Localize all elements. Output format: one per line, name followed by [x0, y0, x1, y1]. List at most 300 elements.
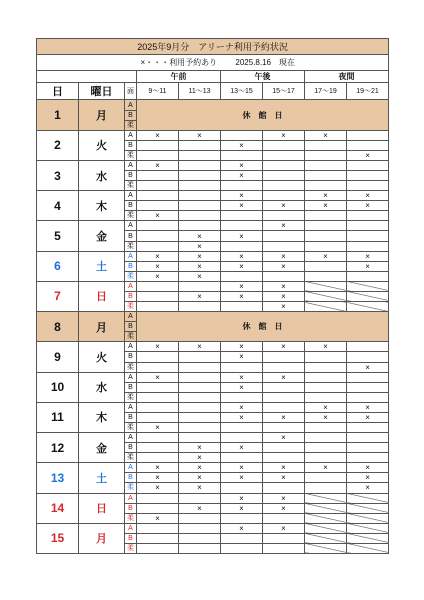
- slot-cell: ×: [179, 453, 221, 463]
- weekday: 月: [79, 312, 125, 342]
- slot-cell: ×: [221, 412, 263, 422]
- slot-cell: [347, 231, 389, 241]
- facility-label: A: [125, 160, 137, 170]
- facility-label: A: [125, 463, 137, 473]
- slot-cell: [347, 211, 389, 221]
- slot-cell: [305, 231, 347, 241]
- slot-cell: [179, 201, 221, 211]
- slot-cell: ×: [221, 402, 263, 412]
- reservation-table: [36, 38, 389, 554]
- slot-cell: [137, 140, 179, 150]
- weekday: 木: [79, 191, 125, 221]
- slot-cell: ×: [263, 302, 305, 312]
- slot-cell: [305, 352, 347, 362]
- slot-cell: [221, 433, 263, 443]
- slot-cell: ×: [263, 433, 305, 443]
- slot-cell: ×: [221, 493, 263, 503]
- slot-cell: [179, 402, 221, 412]
- slot-cell: [347, 221, 389, 231]
- slot-cell: [179, 372, 221, 382]
- slot-cell: [263, 140, 305, 150]
- facility-label: B: [125, 231, 137, 241]
- slot-header: 11〜13: [179, 83, 221, 100]
- weekday: 水: [79, 372, 125, 402]
- slot-cell: [221, 422, 263, 432]
- slot-cell: [263, 483, 305, 493]
- day-number: 15: [37, 523, 79, 553]
- facility-label: 柔: [125, 422, 137, 432]
- slot-cell: [347, 130, 389, 140]
- facility-label: A: [125, 493, 137, 503]
- day-row: [37, 281, 389, 291]
- slot-cell: ×: [179, 291, 221, 301]
- closed-day: 休 館 日: [137, 312, 389, 342]
- slot-cell: ×: [179, 271, 221, 281]
- slot-cell: ×: [221, 251, 263, 261]
- day-row: [37, 221, 389, 231]
- slot-cell: ×: [263, 493, 305, 503]
- slot-cell: [221, 211, 263, 221]
- day-number: 2: [37, 130, 79, 160]
- slot-cell: [263, 181, 305, 191]
- slot-cell: [221, 453, 263, 463]
- day-row: [37, 342, 389, 352]
- slot-cell: [137, 302, 179, 312]
- slot-cell: [263, 150, 305, 160]
- slot-cell: ×: [221, 140, 263, 150]
- slot-cell: [305, 150, 347, 160]
- slot-cell: [263, 271, 305, 281]
- slot-cell: [263, 191, 305, 201]
- slot-cell: [305, 211, 347, 221]
- slot-cell: [305, 443, 347, 453]
- weekday: 水: [79, 160, 125, 190]
- facility-label: 柔: [125, 302, 137, 312]
- slot-cell: ×: [179, 241, 221, 251]
- slot-cell: [179, 513, 221, 523]
- slot-cell: ×: [221, 261, 263, 271]
- slot-cell: [305, 372, 347, 382]
- slot-cell: ×: [263, 221, 305, 231]
- day-row: [37, 251, 389, 261]
- band-afternoon: 午後: [221, 71, 305, 83]
- slot-cell: [263, 231, 305, 241]
- slot-cell: [137, 433, 179, 443]
- slot-cell: [137, 362, 179, 372]
- facility-label: A: [125, 100, 137, 110]
- facility-label: B: [125, 291, 137, 301]
- slot-cell: [347, 271, 389, 281]
- slot-cell: [263, 352, 305, 362]
- slot-cell: [263, 513, 305, 523]
- slot-cell: ×: [263, 281, 305, 291]
- day-row: [37, 433, 389, 443]
- slot-cell: ×: [137, 271, 179, 281]
- slot-cell: [347, 342, 389, 352]
- reservation-sheet: [36, 38, 388, 554]
- facility-label: B: [125, 533, 137, 543]
- facility-label: A: [125, 312, 137, 322]
- slot-header: 17〜19: [305, 83, 347, 100]
- slot-cell: [347, 171, 389, 181]
- facility-label: A: [125, 130, 137, 140]
- slot-cell: [347, 533, 389, 543]
- facility-label: 柔: [125, 150, 137, 160]
- slot-cell: [137, 382, 179, 392]
- slot-cell: ×: [137, 211, 179, 221]
- facility-label: 柔: [125, 543, 137, 553]
- slot-cell: [137, 443, 179, 453]
- slot-cell: [347, 281, 389, 291]
- facility-label: 柔: [125, 513, 137, 523]
- day-number: 5: [37, 221, 79, 251]
- slot-cell: [179, 422, 221, 432]
- weekday: 日: [79, 281, 125, 311]
- slot-cell: [347, 513, 389, 523]
- slot-cell: [179, 533, 221, 543]
- slot-cell: [179, 302, 221, 312]
- slot-cell: [137, 231, 179, 241]
- slot-cell: [137, 493, 179, 503]
- facility-label: A: [125, 523, 137, 533]
- slot-cell: [221, 150, 263, 160]
- slot-cell: ×: [137, 473, 179, 483]
- slot-cell: ×: [263, 412, 305, 422]
- slot-cell: ×: [263, 523, 305, 533]
- slot-cell: ×: [179, 342, 221, 352]
- slot-cell: [305, 291, 347, 301]
- slot-cell: [263, 543, 305, 553]
- facility-label: B: [125, 412, 137, 422]
- day-number: 13: [37, 463, 79, 493]
- slot-cell: [347, 181, 389, 191]
- facility-label: A: [125, 372, 137, 382]
- facility-label: 柔: [125, 271, 137, 281]
- slot-cell: ×: [263, 291, 305, 301]
- slot-cell: ×: [263, 201, 305, 211]
- slot-cell: [137, 291, 179, 301]
- closed-day: 休 館 日: [137, 100, 389, 130]
- slot-cell: ×: [305, 402, 347, 412]
- facility-label: 柔: [125, 120, 137, 130]
- slot-cell: ×: [347, 483, 389, 493]
- facility-label: A: [125, 221, 137, 231]
- slot-cell: [305, 261, 347, 271]
- facility-label: A: [125, 191, 137, 201]
- day-number: 9: [37, 342, 79, 372]
- slot-cell: [221, 130, 263, 140]
- slot-cell: ×: [347, 412, 389, 422]
- day-row: [37, 160, 389, 170]
- slot-cell: [221, 483, 263, 493]
- slot-cell: [305, 493, 347, 503]
- slot-cell: [179, 171, 221, 181]
- facility-label: B: [125, 352, 137, 362]
- slot-cell: [347, 372, 389, 382]
- slot-header: 13〜15: [221, 83, 263, 100]
- slot-cell: [305, 503, 347, 513]
- slot-cell: [305, 221, 347, 231]
- slot-cell: [179, 382, 221, 392]
- slot-cell: ×: [347, 362, 389, 372]
- day-number: 12: [37, 433, 79, 463]
- slot-cell: ×: [221, 160, 263, 170]
- slot-cell: [347, 493, 389, 503]
- slot-cell: [137, 150, 179, 160]
- slot-cell: [263, 160, 305, 170]
- slot-cell: [305, 241, 347, 251]
- slot-cell: [305, 362, 347, 372]
- slot-cell: [221, 362, 263, 372]
- slot-cell: ×: [305, 251, 347, 261]
- facility-label: 柔: [125, 483, 137, 493]
- slot-cell: [305, 543, 347, 553]
- facility-label: 柔: [125, 392, 137, 402]
- slot-cell: [305, 483, 347, 493]
- slot-cell: ×: [179, 503, 221, 513]
- slot-cell: [179, 392, 221, 402]
- day-number: 11: [37, 402, 79, 432]
- day-number: 7: [37, 281, 79, 311]
- legend-symbol: ×・・・利用予約あり: [140, 58, 218, 68]
- slot-cell: [137, 523, 179, 533]
- slot-cell: [221, 271, 263, 281]
- slot-cell: [137, 241, 179, 251]
- slot-cell: [305, 140, 347, 150]
- facility-label: 柔: [125, 241, 137, 251]
- slot-cell: [263, 382, 305, 392]
- slot-cell: ×: [221, 291, 263, 301]
- slot-cell: [305, 513, 347, 523]
- slot-cell: [263, 453, 305, 463]
- slot-cell: ×: [137, 483, 179, 493]
- slot-cell: [179, 433, 221, 443]
- slot-cell: [347, 523, 389, 533]
- slot-cell: [221, 241, 263, 251]
- slot-cell: ×: [179, 251, 221, 261]
- slot-cell: ×: [263, 251, 305, 261]
- weekday: 火: [79, 130, 125, 160]
- slot-cell: ×: [263, 130, 305, 140]
- slot-cell: ×: [137, 372, 179, 382]
- slot-cell: ×: [179, 473, 221, 483]
- slot-cell: [305, 281, 347, 291]
- facility-label: A: [125, 342, 137, 352]
- day-row: [37, 523, 389, 533]
- day-row: [37, 312, 389, 322]
- slot-cell: [137, 503, 179, 513]
- slot-cell: [305, 392, 347, 402]
- slot-cell: [305, 271, 347, 281]
- slot-cell: ×: [221, 463, 263, 473]
- slot-header: 19〜21: [347, 83, 389, 100]
- slot-cell: ×: [347, 473, 389, 483]
- day-row: [37, 493, 389, 503]
- page-title: 2025年9月分 アリーナ利用予約状況: [37, 39, 389, 55]
- slot-cell: [347, 160, 389, 170]
- slot-cell: [263, 402, 305, 412]
- band-spacer: [37, 71, 137, 83]
- slot-cell: [305, 433, 347, 443]
- slot-cell: ×: [347, 402, 389, 412]
- legend: [137, 55, 389, 71]
- slot-cell: [347, 543, 389, 553]
- slot-cell: ×: [347, 251, 389, 261]
- slot-cell: ×: [221, 473, 263, 483]
- slot-cell: ×: [305, 342, 347, 352]
- slot-cell: [179, 221, 221, 231]
- day-row: [37, 463, 389, 473]
- slot-cell: [221, 533, 263, 543]
- weekday: 月: [79, 100, 125, 130]
- slot-cell: ×: [347, 261, 389, 271]
- slot-cell: [305, 533, 347, 543]
- slot-cell: [137, 352, 179, 362]
- day-number: 1: [37, 100, 79, 130]
- slot-cell: [347, 443, 389, 453]
- slot-cell: [221, 302, 263, 312]
- slot-cell: [137, 412, 179, 422]
- slot-cell: [305, 181, 347, 191]
- slot-cell: ×: [221, 191, 263, 201]
- slot-cell: [305, 523, 347, 533]
- day-number: 4: [37, 191, 79, 221]
- day-number: 10: [37, 372, 79, 402]
- facility-label: 柔: [125, 181, 137, 191]
- slot-cell: [221, 221, 263, 231]
- slot-cell: ×: [263, 261, 305, 271]
- day-row: [37, 130, 389, 140]
- slot-cell: [347, 422, 389, 432]
- facility-label: A: [125, 433, 137, 443]
- slot-cell: [263, 211, 305, 221]
- facility-label: B: [125, 382, 137, 392]
- day-row: [37, 191, 389, 201]
- slot-cell: ×: [221, 281, 263, 291]
- slot-cell: [347, 140, 389, 150]
- slot-cell: ×: [221, 503, 263, 513]
- slot-cell: [137, 392, 179, 402]
- day-number: 6: [37, 251, 79, 281]
- slot-cell: [137, 543, 179, 553]
- header-day: 日: [37, 83, 79, 100]
- as-of-date: 2025.8.16 現在: [235, 58, 295, 68]
- slot-cell: [347, 433, 389, 443]
- slot-cell: [179, 150, 221, 160]
- slot-cell: [179, 493, 221, 503]
- day-number: 14: [37, 493, 79, 523]
- slot-cell: [179, 362, 221, 372]
- slot-cell: [137, 533, 179, 543]
- facility-label: B: [125, 201, 137, 211]
- slot-cell: ×: [137, 130, 179, 140]
- facility-label: B: [125, 110, 137, 120]
- slot-cell: ×: [137, 342, 179, 352]
- slot-cell: [305, 160, 347, 170]
- slot-cell: [137, 171, 179, 181]
- facility-label: B: [125, 140, 137, 150]
- slot-cell: [137, 281, 179, 291]
- weekday: 金: [79, 433, 125, 463]
- slot-cell: [347, 392, 389, 402]
- slot-cell: [305, 453, 347, 463]
- weekday: 火: [79, 342, 125, 372]
- weekday: 土: [79, 463, 125, 493]
- band-morning: 午前: [137, 71, 221, 83]
- day-row: [37, 402, 389, 412]
- slot-cell: [305, 171, 347, 181]
- slot-cell: [347, 503, 389, 513]
- slot-cell: [179, 412, 221, 422]
- slot-cell: ×: [137, 513, 179, 523]
- legend-spacer: [37, 55, 137, 71]
- slot-cell: [179, 140, 221, 150]
- slot-cell: [263, 422, 305, 432]
- slot-cell: [179, 191, 221, 201]
- day-row: [37, 100, 389, 110]
- facility-label: A: [125, 251, 137, 261]
- slot-cell: [347, 382, 389, 392]
- slot-cell: ×: [221, 171, 263, 181]
- slot-cell: [179, 352, 221, 362]
- slot-cell: ×: [221, 372, 263, 382]
- slot-cell: [221, 392, 263, 402]
- weekday: 日: [79, 493, 125, 523]
- slot-cell: [179, 281, 221, 291]
- slot-cell: [347, 352, 389, 362]
- slot-cell: ×: [305, 201, 347, 211]
- slot-cell: [305, 422, 347, 432]
- slot-cell: [221, 181, 263, 191]
- slot-cell: ×: [347, 463, 389, 473]
- slot-cell: ×: [221, 382, 263, 392]
- facility-label: 柔: [125, 453, 137, 463]
- facility-label: B: [125, 261, 137, 271]
- slot-cell: ×: [347, 191, 389, 201]
- slot-header: 15〜17: [263, 83, 305, 100]
- slot-cell: [179, 160, 221, 170]
- header-weekday: 曜日: [79, 83, 125, 100]
- slot-cell: ×: [137, 251, 179, 261]
- slot-cell: ×: [179, 463, 221, 473]
- day-row: [37, 372, 389, 382]
- band-night: 夜間: [305, 71, 389, 83]
- slot-cell: [305, 473, 347, 483]
- slot-cell: ×: [347, 201, 389, 211]
- slot-cell: [179, 523, 221, 533]
- slot-cell: ×: [221, 523, 263, 533]
- weekday: 木: [79, 402, 125, 432]
- slot-cell: ×: [179, 231, 221, 241]
- slot-cell: [263, 533, 305, 543]
- header-facility: 面: [125, 83, 137, 100]
- facility-label: B: [125, 473, 137, 483]
- slot-cell: [347, 453, 389, 463]
- slot-cell: ×: [179, 130, 221, 140]
- slot-cell: [179, 543, 221, 553]
- slot-cell: ×: [179, 261, 221, 271]
- slot-cell: [137, 453, 179, 463]
- slot-cell: ×: [347, 150, 389, 160]
- facility-label: A: [125, 281, 137, 291]
- slot-cell: [137, 191, 179, 201]
- slot-cell: ×: [137, 160, 179, 170]
- slot-cell: [179, 181, 221, 191]
- slot-cell: ×: [263, 463, 305, 473]
- weekday: 月: [79, 523, 125, 553]
- slot-header: 9〜11: [137, 83, 179, 100]
- day-number: 8: [37, 312, 79, 342]
